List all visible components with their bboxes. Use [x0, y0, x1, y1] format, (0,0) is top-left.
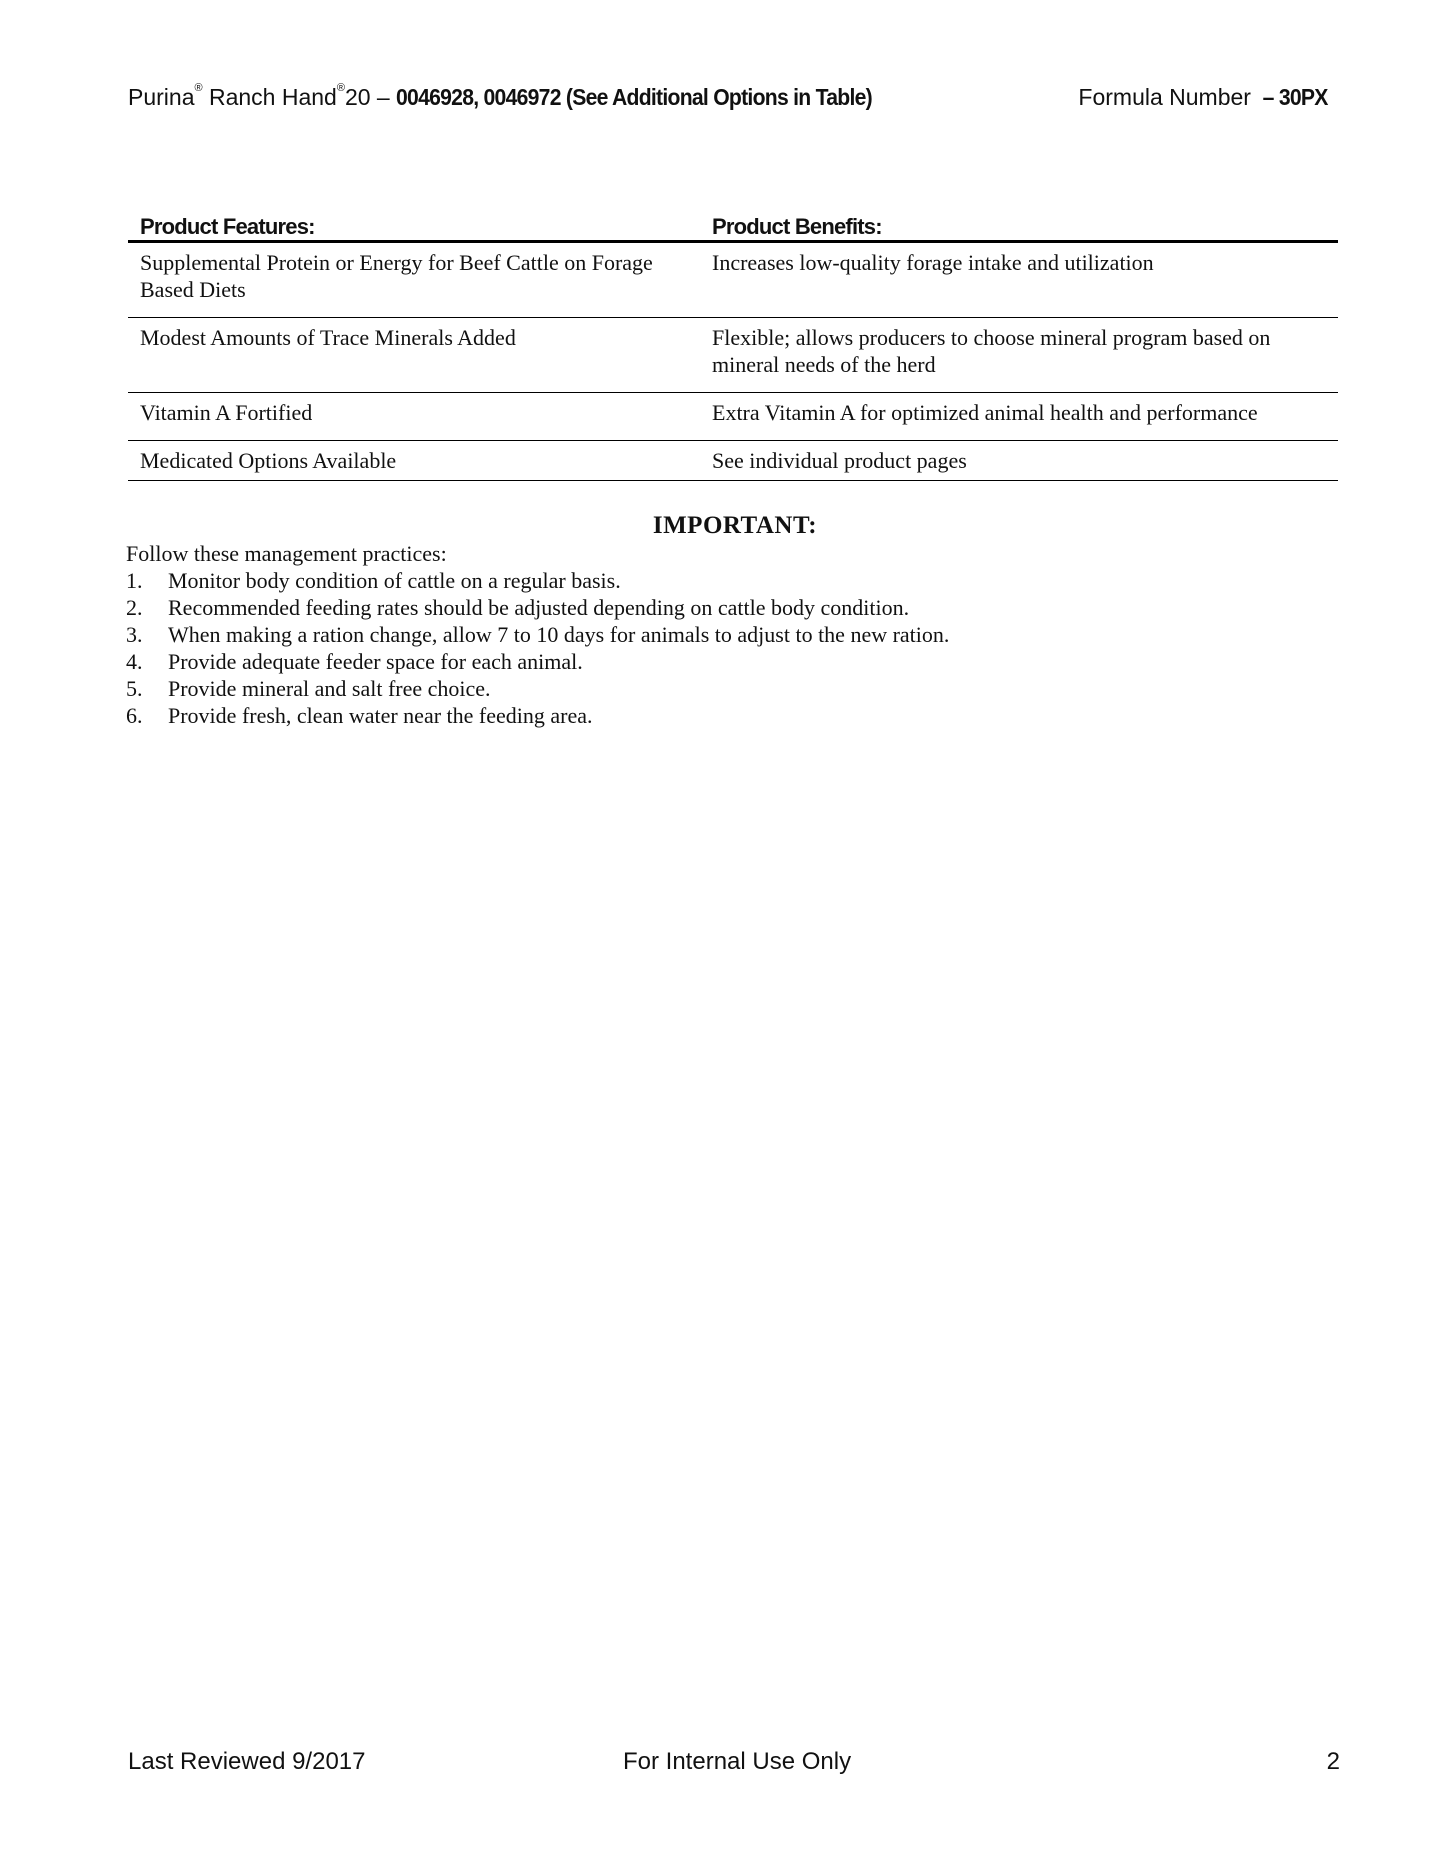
list-item	[126, 648, 949, 675]
brand-name: Purina	[128, 84, 195, 110]
list-item	[126, 702, 949, 729]
product-suffix: 20 –	[344, 84, 397, 110]
item-text: Recommended feeding rates should be adjusted depending on cattle body condition.	[168, 595, 910, 620]
item-number: 2.	[126, 595, 143, 620]
product-name: Ranch Hand	[202, 84, 337, 110]
registered-mark: ®	[336, 82, 345, 94]
table-row	[128, 393, 1338, 441]
product-codes: 0046928, 0046972 (See Additional Options in Table)	[396, 84, 873, 110]
registered-mark: ®	[194, 82, 203, 94]
page-header	[128, 84, 1328, 124]
list-item	[126, 594, 949, 621]
benefit-cell: Extra Vitamin A for optimized animal health and performance	[700, 393, 1338, 441]
feature-cell: Supplemental Protein or Energy for Beef Cattle on Forage Based Diets	[128, 242, 700, 318]
item-text: Provide fresh, clean water near the feeding area.	[168, 703, 593, 728]
internal-use-notice: For Internal Use Only	[623, 1748, 852, 1775]
item-number: 6.	[126, 703, 143, 728]
item-text: When making a ration change, allow 7 to 10 days for animals to adjust to the new ration.	[168, 622, 950, 647]
last-reviewed: Last Reviewed 9/2017	[128, 1748, 366, 1775]
table-row	[128, 441, 1338, 481]
table-row	[128, 242, 1338, 318]
list-item	[126, 621, 949, 648]
list-item	[126, 567, 949, 594]
features-benefits-table	[128, 210, 1338, 481]
item-number: 1.	[126, 568, 143, 593]
benefit-cell: Flexible; allows producers to choose mineral program based on mineral needs of the herd	[700, 318, 1338, 393]
features-header: Product Features:	[128, 210, 700, 242]
page-footer	[128, 1748, 1340, 1778]
benefits-header: Product Benefits:	[700, 210, 1338, 242]
feature-cell: Modest Amounts of Trace Minerals Added	[128, 318, 700, 393]
benefit-cell: Increases low-quality forage intake and utilization	[700, 242, 1338, 318]
page-number: 2	[1326, 1748, 1340, 1775]
formula-label: Formula Number	[1078, 84, 1258, 110]
feature-cell: Vitamin A Fortified	[128, 393, 700, 441]
item-text: Provide mineral and salt free choice.	[168, 676, 491, 701]
product-title	[128, 84, 913, 111]
item-text: Monitor body condition of cattle on a regular basis.	[168, 568, 621, 593]
table-row	[128, 318, 1338, 393]
item-number: 3.	[126, 622, 143, 647]
formula-number	[1078, 84, 1328, 111]
feature-cell: Medicated Options Available	[128, 441, 700, 481]
list-item	[126, 675, 949, 702]
table-header-row	[128, 210, 1338, 242]
benefit-cell: See individual product pages	[700, 441, 1338, 481]
item-number: 4.	[126, 649, 143, 674]
item-text: Provide adequate feeder space for each animal.	[168, 649, 583, 674]
management-practices-list	[126, 567, 949, 729]
item-number: 5.	[126, 676, 143, 701]
formula-value: – 30PX	[1262, 84, 1328, 110]
important-heading: IMPORTANT:	[652, 512, 818, 539]
practices-intro: Follow these management practices:	[126, 541, 447, 566]
